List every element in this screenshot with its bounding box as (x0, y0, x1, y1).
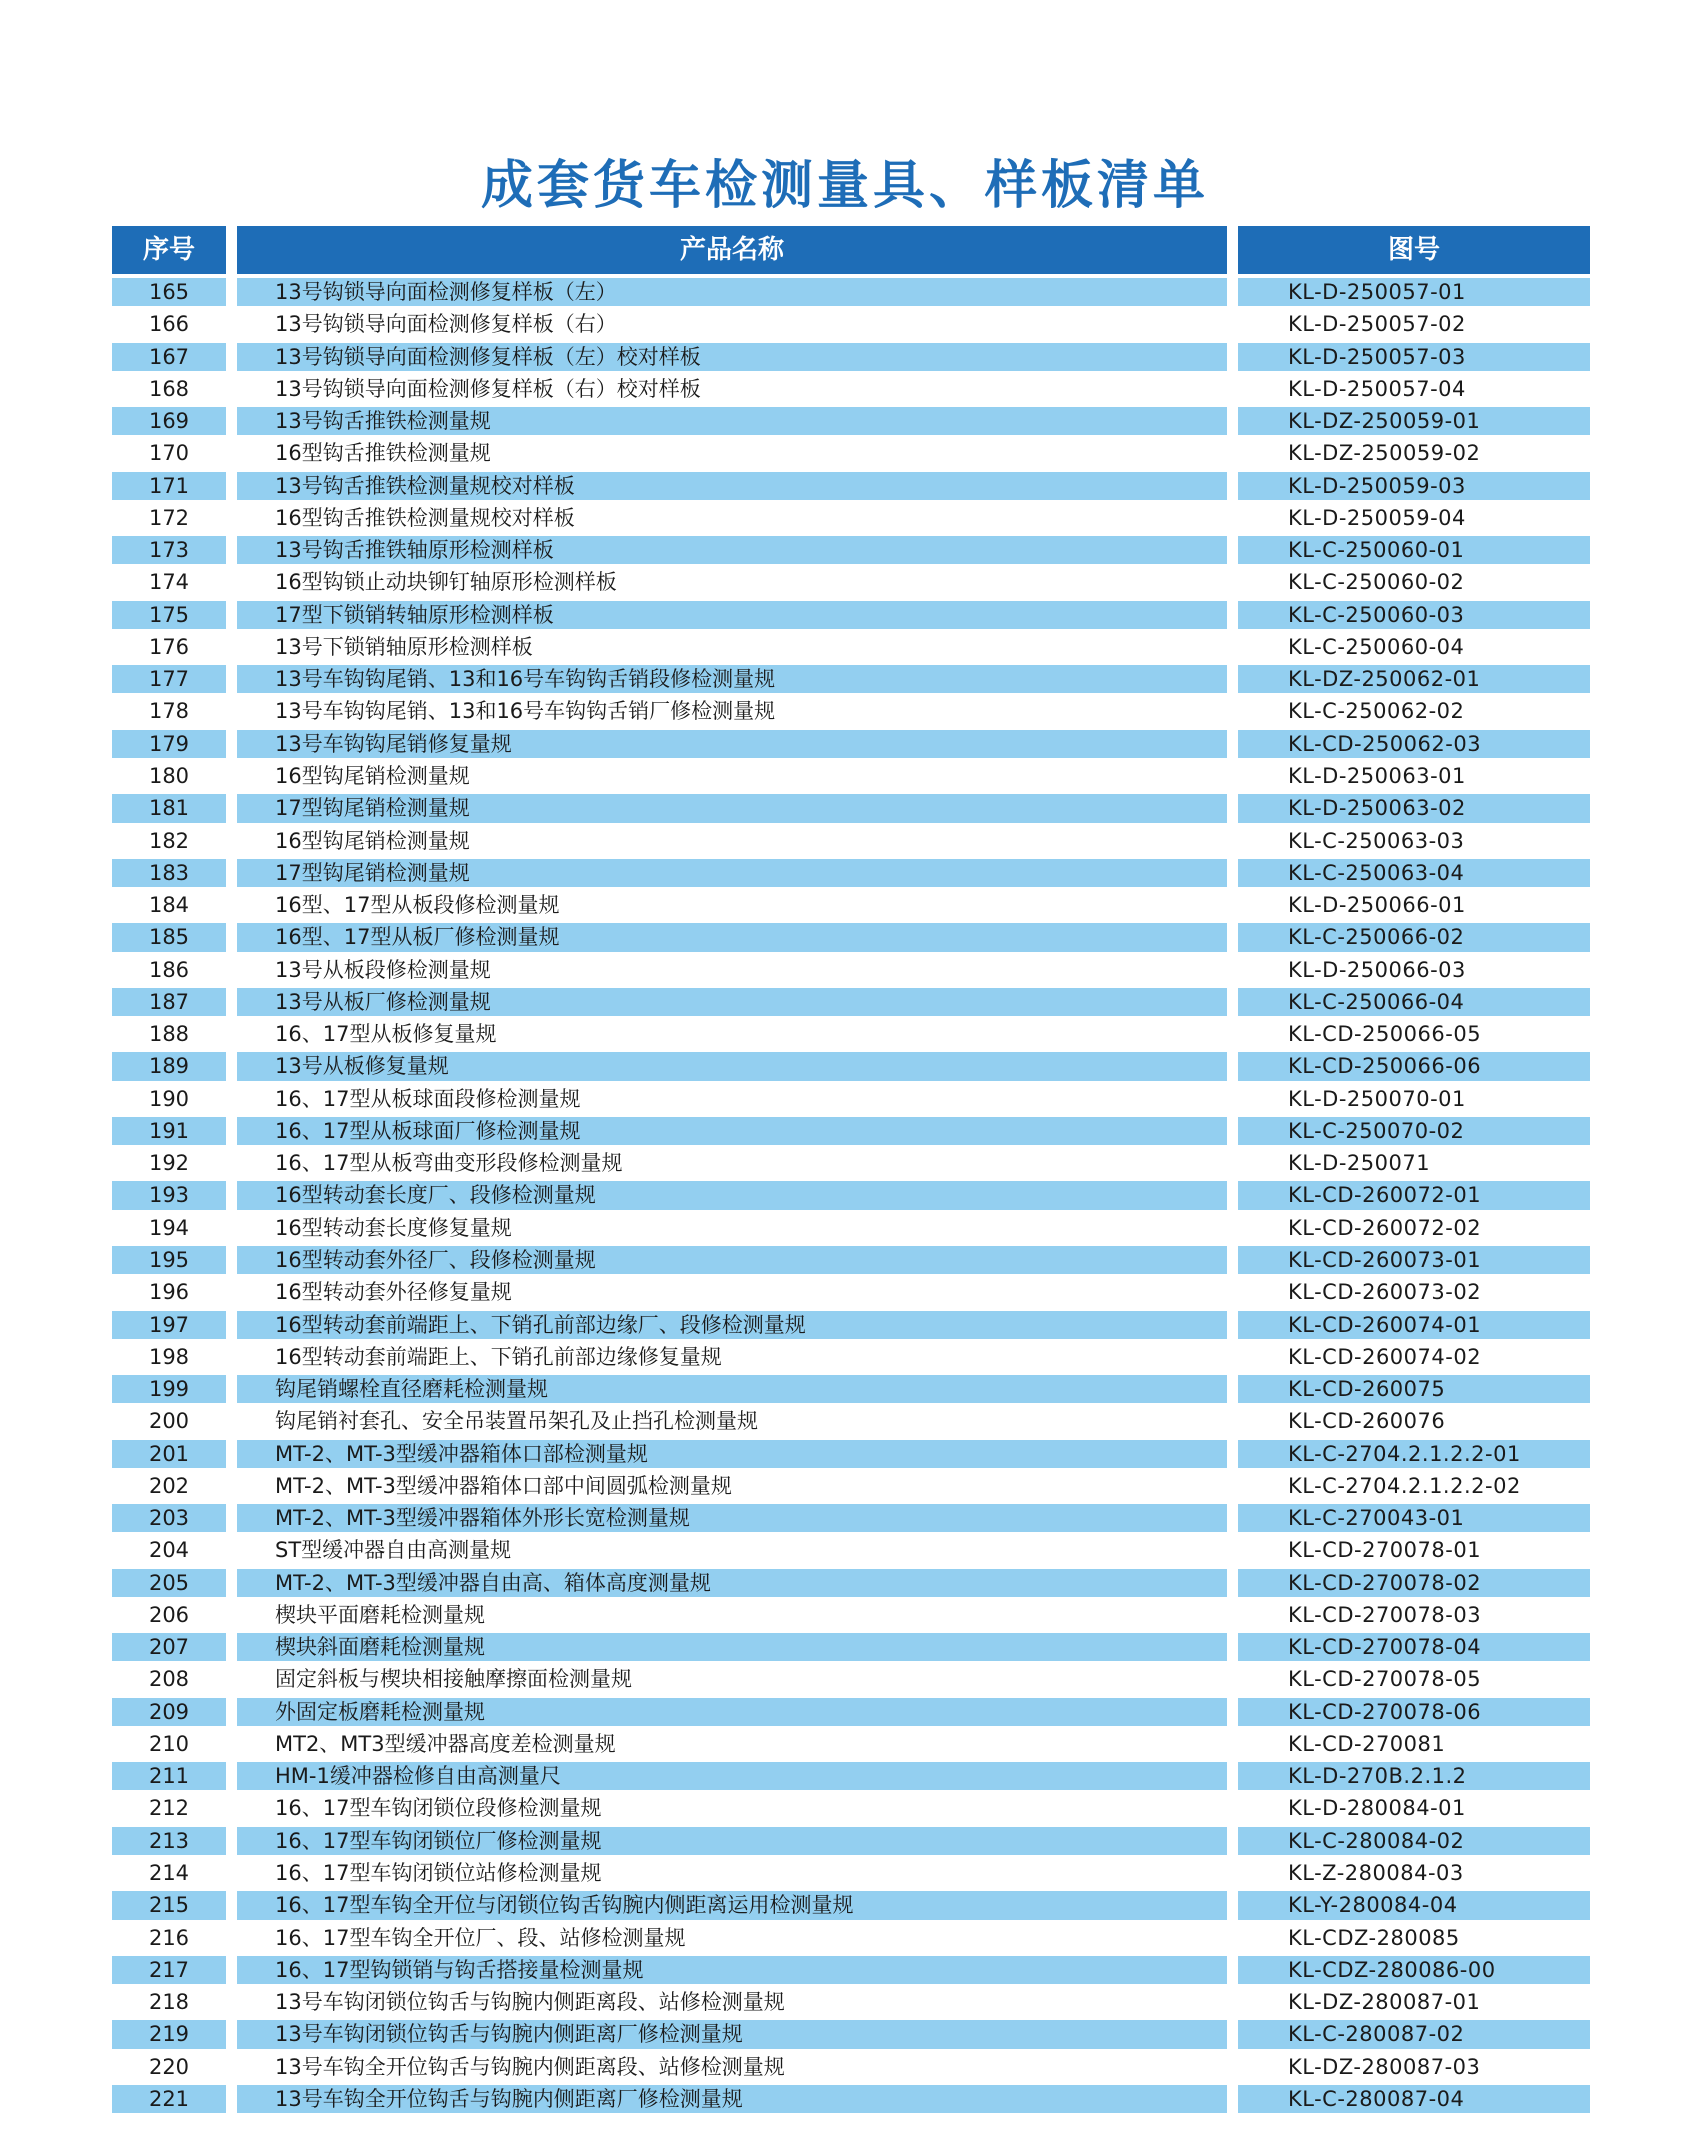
drawing-number: KL-Z-280084-03 (1288, 1861, 1464, 1886)
product-name: 16型转动套前端距上、下销孔前部边缘修复量规 (275, 1344, 722, 1369)
product-name: 16、17型车钩闭锁位段修检测量规 (275, 1796, 602, 1821)
table-row (0, 1857, 1690, 1889)
table-row (0, 1405, 1690, 1437)
drawing-number: KL-CDZ-280086-00 (1238, 1956, 1590, 1984)
row-number: 185 (112, 923, 226, 951)
table-row (0, 566, 1690, 598)
table-row (0, 502, 1690, 534)
drawing-number: KL-D-250063-02 (1238, 794, 1590, 822)
table-row (0, 1179, 1690, 1211)
drawing-number: KL-Y-280084-04 (1238, 1891, 1590, 1919)
table-row (0, 1373, 1690, 1405)
drawing-number: KL-C-250060-03 (1238, 601, 1590, 629)
table-row (0, 1728, 1690, 1760)
row-number: 195 (112, 1246, 226, 1274)
product-name: 13号车钩闭锁位钩舌与钩腕内侧距离厂修检测量规 (237, 2020, 1227, 2048)
row-number: 172 (148, 505, 190, 530)
table-row (0, 728, 1690, 760)
drawing-number: KL-D-250066-01 (1288, 893, 1466, 918)
drawing-number: KL-C-250063-04 (1238, 859, 1590, 887)
drawing-number: KL-DZ-280087-01 (1288, 1990, 1481, 2015)
drawing-number: KL-D-250071 (1288, 1151, 1431, 1176)
row-number: 202 (148, 1473, 190, 1498)
product-name: 16型钩锁止动块铆钉轴原形检测样板 (275, 570, 617, 595)
product-name: 钩尾销螺栓直径磨耗检测量规 (237, 1375, 1227, 1403)
drawing-number: KL-C-250066-04 (1238, 988, 1590, 1016)
row-number: 210 (148, 1731, 190, 1756)
product-name: 13号车钩钩尾销、13和16号车钩钩舌销段修检测量规 (237, 665, 1227, 693)
table-row (0, 1954, 1690, 1986)
table-row (0, 1922, 1690, 1954)
row-number: 184 (148, 893, 190, 918)
drawing-number: KL-DZ-250059-02 (1288, 441, 1481, 466)
drawing-number: KL-CD-250066-06 (1238, 1052, 1590, 1080)
product-name: 13号车钩钩尾销修复量规 (237, 730, 1227, 758)
table-row (0, 954, 1690, 986)
table-row (0, 373, 1690, 405)
drawing-number: KL-CD-260074-02 (1288, 1344, 1482, 1369)
row-number: 215 (112, 1891, 226, 1919)
drawing-number: KL-C-270043-01 (1238, 1504, 1590, 1532)
table-row (0, 2018, 1690, 2050)
row-number: 219 (112, 2020, 226, 2048)
product-name: 13号车钩全开位钩舌与钩腕内侧距离厂修检测量规 (237, 2085, 1227, 2113)
table-row (0, 341, 1690, 373)
product-name: 13号钩锁导向面检测修复样板（左）校对样板 (237, 343, 1227, 371)
drawing-number: KL-D-250063-01 (1288, 763, 1466, 788)
product-name: ST型缓冲器自由高测量规 (275, 1538, 512, 1563)
product-name: 16型转动套外径修复量规 (275, 1280, 512, 1305)
row-number: 168 (148, 376, 190, 401)
product-name: 钩尾销衬套孔、安全吊装置吊架孔及止挡孔检测量规 (275, 1409, 758, 1434)
table-row (0, 792, 1690, 824)
table-row (0, 308, 1690, 340)
drawing-number: KL-C-280084-02 (1238, 1827, 1590, 1855)
header-name: 产品名称 (237, 226, 1227, 274)
drawing-number: KL-CD-260076 (1288, 1409, 1446, 1434)
row-number: 189 (112, 1052, 226, 1080)
product-name: 16型钩尾销检测量规 (275, 828, 470, 853)
row-number: 179 (112, 730, 226, 758)
product-name: MT-2、MT-3型缓冲器箱体口部检测量规 (237, 1440, 1227, 1468)
product-name: 楔块平面磨耗检测量规 (275, 1602, 485, 1627)
product-name: 16型转动套前端距上、下销孔前部边缘厂、段修检测量规 (237, 1311, 1227, 1339)
row-number: 198 (148, 1344, 190, 1369)
product-name: 16型钩尾销检测量规 (275, 763, 470, 788)
table-row (0, 1083, 1690, 1115)
table-row (0, 1244, 1690, 1276)
row-number: 170 (148, 441, 190, 466)
page-title: 成套货车检测量具、样板清单 (480, 156, 1209, 216)
row-number: 174 (148, 570, 190, 595)
product-name: HM-1缓冲器检修自由高测量尺 (237, 1762, 1227, 1790)
drawing-number: KL-C-250060-02 (1288, 570, 1465, 595)
table-row (0, 1502, 1690, 1534)
row-number: 207 (112, 1633, 226, 1661)
row-number: 181 (112, 794, 226, 822)
row-number: 205 (112, 1569, 226, 1597)
row-number: 193 (112, 1181, 226, 1209)
table-row (0, 921, 1690, 953)
product-name: 16型转动套长度厂、段修检测量规 (237, 1181, 1227, 1209)
product-name: 外固定板磨耗检测量规 (237, 1698, 1227, 1726)
drawing-number: KL-CD-260072-02 (1288, 1215, 1482, 1240)
drawing-number: KL-CD-250066-05 (1288, 1022, 1482, 1047)
row-number: 192 (148, 1151, 190, 1176)
product-name: 16、17型钩锁销与钩舌搭接量检测量规 (237, 1956, 1227, 1984)
row-number: 176 (148, 634, 190, 659)
drawing-number: KL-CD-250062-03 (1238, 730, 1590, 758)
drawing-number: KL-C-250066-02 (1238, 923, 1590, 951)
product-name: 16、17型从板球面厂修检测量规 (237, 1117, 1227, 1145)
product-name: 13号从板修复量规 (237, 1052, 1227, 1080)
table-row (0, 2051, 1690, 2083)
product-name: 13号钩舌推铁轴原形检测样板 (237, 536, 1227, 564)
drawing-number: KL-C-250060-01 (1238, 536, 1590, 564)
drawing-number: KL-DZ-280087-03 (1288, 2054, 1481, 2079)
row-number: 186 (148, 957, 190, 982)
row-number: 175 (112, 601, 226, 629)
row-number: 216 (148, 1925, 190, 1950)
table-row (0, 276, 1690, 308)
row-number: 201 (112, 1440, 226, 1468)
row-number: 187 (112, 988, 226, 1016)
table-row (0, 1018, 1690, 1050)
drawing-number: KL-CD-270081 (1288, 1731, 1446, 1756)
drawing-number: KL-D-270B.2.1.2 (1238, 1762, 1590, 1790)
product-name: 16、17型车钩全开位厂、段、站修检测量规 (275, 1925, 686, 1950)
product-name: 16型转动套长度修复量规 (275, 1215, 512, 1240)
drawing-number: KL-CD-270078-05 (1288, 1667, 1482, 1692)
drawing-number: KL-CD-260073-01 (1238, 1246, 1590, 1274)
row-number: 212 (148, 1796, 190, 1821)
table-row (0, 986, 1690, 1018)
drawing-number: KL-C-280087-02 (1238, 2020, 1590, 2048)
drawing-number: KL-CD-260074-01 (1238, 1311, 1590, 1339)
row-number: 208 (148, 1667, 190, 1692)
table-row (0, 1567, 1690, 1599)
row-number: 188 (148, 1022, 190, 1047)
table-row (0, 470, 1690, 502)
product-name: 13号车钩钩尾销、13和16号车钩钩舌销厂修检测量规 (275, 699, 776, 724)
product-name: MT2、MT3型缓冲器高度差检测量规 (275, 1731, 616, 1756)
row-number: 209 (112, 1698, 226, 1726)
table-row (0, 1631, 1690, 1663)
row-number: 190 (148, 1086, 190, 1111)
drawing-number: KL-D-250057-04 (1288, 376, 1466, 401)
table-row (0, 1986, 1690, 2018)
table-row (0, 889, 1690, 921)
table-row (0, 1438, 1690, 1470)
table-row (0, 1050, 1690, 1082)
row-number: 200 (148, 1409, 190, 1434)
product-name: 16、17型车钩闭锁位站修检测量规 (275, 1861, 602, 1886)
product-name: MT-2、MT-3型缓冲器自由高、箱体高度测量规 (237, 1569, 1227, 1597)
row-number: 197 (112, 1311, 226, 1339)
row-number: 220 (148, 2054, 190, 2079)
table-row (0, 1825, 1690, 1857)
product-name: MT-2、MT-3型缓冲器箱体外形长宽检测量规 (237, 1504, 1227, 1532)
table-row (0, 405, 1690, 437)
product-name: MT-2、MT-3型缓冲器箱体口部中间圆弧检测量规 (275, 1473, 732, 1498)
row-number: 182 (148, 828, 190, 853)
drawing-number: KL-C-2704.2.1.2.2-01 (1238, 1440, 1590, 1468)
product-name: 16、17型车钩全开位与闭锁位钩舌钩腕内侧距离运用检测量规 (237, 1891, 1227, 1919)
drawing-number: KL-CD-260072-01 (1238, 1181, 1590, 1209)
product-name: 13号车钩闭锁位钩舌与钩腕内侧距离段、站修检测量规 (275, 1990, 785, 2015)
row-number: 217 (112, 1956, 226, 1984)
table-row (0, 2083, 1690, 2115)
drawing-number: KL-CDZ-280085 (1288, 1925, 1460, 1950)
product-name: 13号钩舌推铁检测量规校对样板 (237, 472, 1227, 500)
product-name: 13号车钩全开位钩舌与钩腕内侧距离段、站修检测量规 (275, 2054, 785, 2079)
table-row (0, 1760, 1690, 1792)
table-row (0, 1470, 1690, 1502)
table-row (0, 534, 1690, 566)
product-name: 16型转动套外径厂、段修检测量规 (237, 1246, 1227, 1274)
row-number: 213 (112, 1827, 226, 1855)
product-name: 13号从板段修检测量规 (275, 957, 491, 982)
row-number: 206 (148, 1602, 190, 1627)
product-name: 13号从板厂修检测量规 (237, 988, 1227, 1016)
drawing-number: KL-D-250059-03 (1238, 472, 1590, 500)
drawing-number: KL-CD-270078-03 (1288, 1602, 1482, 1627)
product-name: 16型钩舌推铁检测量规 (275, 441, 491, 466)
table-row (0, 857, 1690, 889)
table-row (0, 1889, 1690, 1921)
drawing-number: KL-D-250066-03 (1288, 957, 1466, 982)
product-name: 16、17型从板球面段修检测量规 (275, 1086, 581, 1111)
drawing-number: KL-D-250057-03 (1238, 343, 1590, 371)
product-name: 16、17型从板弯曲变形段修检测量规 (275, 1151, 623, 1176)
drawing-number: KL-D-250070-01 (1288, 1086, 1466, 1111)
product-name: 13号下锁销轴原形检测样板 (275, 634, 533, 659)
drawing-number: KL-DZ-250062-01 (1238, 665, 1590, 693)
drawing-number: KL-D-250057-01 (1238, 278, 1590, 306)
row-number: 167 (112, 343, 226, 371)
table-row (0, 437, 1690, 469)
product-name: 13号钩锁导向面检测修复样板（右）校对样板 (275, 376, 701, 401)
drawing-number: KL-CD-270078-01 (1288, 1538, 1482, 1563)
row-number: 221 (112, 2085, 226, 2113)
row-number: 218 (148, 1990, 190, 2015)
table-row (0, 760, 1690, 792)
table-row (0, 1212, 1690, 1244)
product-name: 13号钩锁导向面检测修复样板（左） (237, 278, 1227, 306)
row-number: 196 (148, 1280, 190, 1305)
row-number: 171 (112, 472, 226, 500)
drawing-number: KL-C-250070-02 (1238, 1117, 1590, 1145)
header-num: 序号 (112, 226, 226, 274)
row-number: 169 (112, 407, 226, 435)
product-name: 16、17型车钩闭锁位厂修检测量规 (237, 1827, 1227, 1855)
product-name: 17型钩尾销检测量规 (237, 794, 1227, 822)
row-number: 166 (148, 312, 190, 337)
product-name: 16型钩舌推铁检测量规校对样板 (275, 505, 575, 530)
table-row (0, 631, 1690, 663)
product-name: 17型钩尾销检测量规 (237, 859, 1227, 887)
drawing-number: KL-CD-270078-02 (1238, 1569, 1590, 1597)
table-row (0, 599, 1690, 631)
row-number: 165 (112, 278, 226, 306)
drawing-number: KL-C-2704.2.1.2.2-02 (1288, 1473, 1521, 1498)
row-number: 177 (112, 665, 226, 693)
drawing-number: KL-DZ-250059-01 (1238, 407, 1590, 435)
product-name: 楔块斜面磨耗检测量规 (237, 1633, 1227, 1661)
table-row (0, 1309, 1690, 1341)
table-row (0, 1534, 1690, 1566)
table-row (0, 663, 1690, 695)
drawing-number: KL-C-280087-04 (1238, 2085, 1590, 2113)
table-row (0, 1792, 1690, 1824)
table-row (0, 1696, 1690, 1728)
product-name: 16型、17型从板厂修检测量规 (237, 923, 1227, 951)
row-number: 204 (148, 1538, 190, 1563)
row-number: 173 (112, 536, 226, 564)
drawing-number: KL-C-250060-04 (1288, 634, 1465, 659)
drawing-number: KL-D-250057-02 (1288, 312, 1466, 337)
drawing-number: KL-CD-260073-02 (1288, 1280, 1482, 1305)
header-code: 图号 (1238, 226, 1590, 274)
product-name: 16、17型从板修复量规 (275, 1022, 497, 1047)
row-number: 194 (148, 1215, 190, 1240)
drawing-number: KL-CD-270078-04 (1238, 1633, 1590, 1661)
drawing-number: KL-CD-270078-06 (1238, 1698, 1590, 1726)
table-row (0, 1341, 1690, 1373)
drawing-number: KL-CD-260075 (1238, 1375, 1590, 1403)
drawing-number: KL-C-250062-02 (1288, 699, 1465, 724)
drawing-number: KL-D-280084-01 (1288, 1796, 1466, 1821)
product-name: 13号钩舌推铁检测量规 (237, 407, 1227, 435)
table-row (0, 825, 1690, 857)
row-number: 180 (148, 763, 190, 788)
drawing-number: KL-C-250063-03 (1288, 828, 1465, 853)
product-name: 13号钩锁导向面检测修复样板（右） (275, 312, 617, 337)
table-row (0, 1147, 1690, 1179)
product-name: 固定斜板与楔块相接触摩擦面检测量规 (275, 1667, 632, 1692)
row-number: 214 (148, 1861, 190, 1886)
table-row (0, 695, 1690, 727)
table-row (0, 1663, 1690, 1695)
row-number: 178 (148, 699, 190, 724)
table-body (0, 276, 1690, 2115)
row-number: 199 (112, 1375, 226, 1403)
product-name: 16型、17型从板段修检测量规 (275, 893, 560, 918)
row-number: 211 (112, 1762, 226, 1790)
table-row (0, 1276, 1690, 1308)
row-number: 191 (112, 1117, 226, 1145)
table-row (0, 1599, 1690, 1631)
row-number: 183 (112, 859, 226, 887)
row-number: 203 (112, 1504, 226, 1532)
table-row (0, 1115, 1690, 1147)
product-name: 17型下锁销转轴原形检测样板 (237, 601, 1227, 629)
drawing-number: KL-D-250059-04 (1288, 505, 1466, 530)
